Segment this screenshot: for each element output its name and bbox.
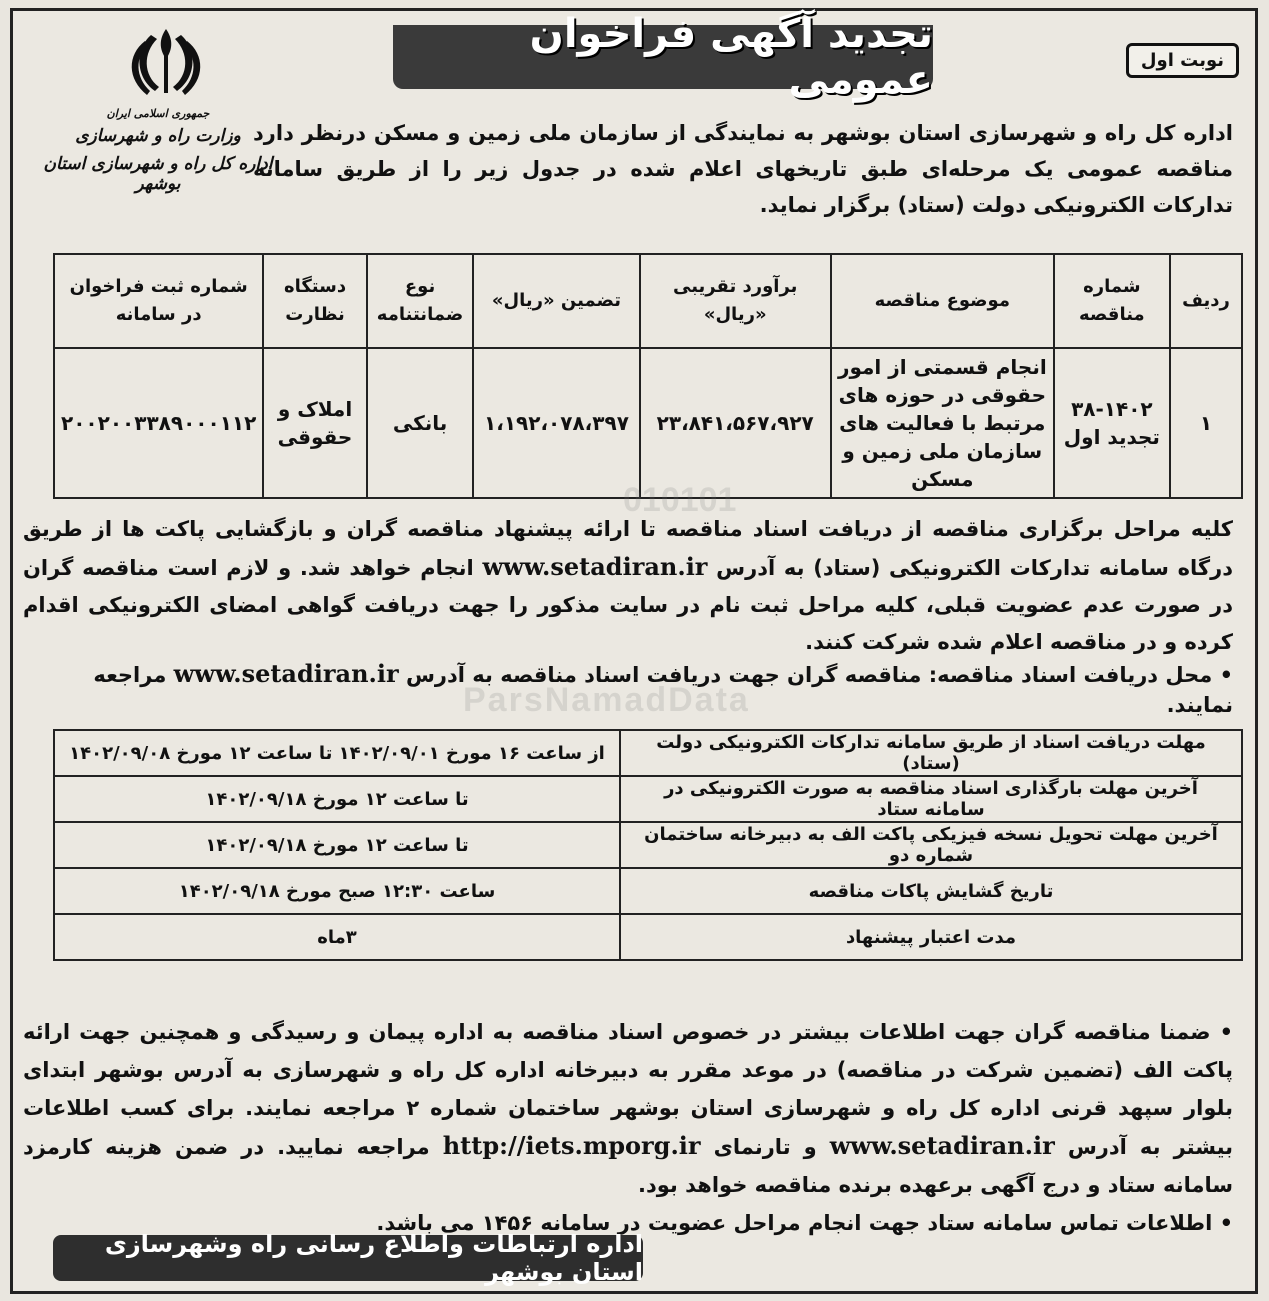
cell-tender-number: ۳۸-۱۴۰۲ تجدید اول (1054, 348, 1170, 498)
contact-text-mid: و تارنمای (713, 1135, 817, 1159)
table-row (54, 776, 1242, 822)
schedule-value: تا ساعت ۱۲ مورخ ۱۴۰۲/۰۹/۱۸ (54, 776, 620, 822)
cell-supervisor: املاک و حقوقی (263, 348, 366, 498)
schedule-label: آخرین مهلت بارگذاری اسناد مناقصه به صورت الکترونیکی در سامانه ستاد (620, 776, 1242, 822)
org-line-ministry: وزارت راه و شهرسازی (75, 126, 241, 146)
col-guarantee-type: نوع ضمانتنامه (367, 254, 474, 348)
table-row (54, 348, 1242, 498)
schedule-label: مهلت دریافت اسناد از طریق سامانه تدارکات الکترونیکی دولت (ستاد) (620, 730, 1242, 776)
org-line-country: جمهوری اسلامی ایران (106, 107, 210, 120)
publisher-name: اداره ارتباطات واطلاع رسانی راه وشهرسازی استان بوشهر (104, 1230, 643, 1286)
schedule-value: ساعت ۱۲:۳۰ صبح مورخ ۱۴۰۲/۰۹/۱۸ (54, 868, 620, 914)
iran-emblem-icon (121, 25, 211, 101)
contact-paragraph (23, 1013, 1233, 1242)
table-row (54, 822, 1242, 868)
organization-logo-text (43, 107, 273, 194)
cell-row-number: ۱ (1170, 348, 1242, 498)
round-badge: نوبت اول (1126, 43, 1239, 78)
schedule-label: آخرین مهلت تحویل نسخه فیزیکی پاکت الف به دبیرخانه ساختمان شماره دو (620, 822, 1242, 868)
cell-guarantee-type: بانکی (367, 348, 474, 498)
setad-link[interactable]: www.setadiran.ir (482, 552, 708, 581)
publisher-banner (53, 1230, 643, 1286)
iets-link[interactable]: http://iets.mporg.ir (442, 1131, 701, 1160)
notice-title: تجدید آگهی فراخوان عمومی (529, 11, 933, 103)
setad-link-2[interactable]: www.setadiran.ir (173, 659, 399, 688)
setad-link-3[interactable]: www.setadiran.ir (829, 1131, 1055, 1160)
support-phone-bullet: • اطلاعات تماس سامانه ستاد جهت انجام مراحل عضویت در سامانه ۱۴۵۶ می باشد. (376, 1211, 1233, 1235)
contact-text-b: مراجعه نمایید. در ضمن هزینه کارمزد سامانه ستاد و درج آگهی برعهده برنده مناقصه خواهد بود. (23, 1135, 1233, 1197)
org-line-directorate: اداره کل راه و شهرسازی استان بوشهر (43, 154, 273, 194)
notice-title-banner (393, 11, 933, 103)
col-guarantee: تضمین «ریال» (473, 254, 639, 348)
documents-location-text-b: مراجعه نمایند. (93, 663, 1233, 717)
cell-guarantee: ۱،۱۹۲،۰۷۸،۳۹۷ (473, 348, 639, 498)
documents-location-bullet (23, 659, 1233, 720)
watermark-number: 010101 (623, 481, 737, 519)
col-row-number: ردیف (1170, 254, 1242, 348)
intro-paragraph: اداره کل راه و شهرسازی استان بوشهر به نمایندگی از سازمان ملی زمین و مسکن درنظر دارد مناقصه عمومی یک مرحله‌ای طبق تاریخهای اعلام شده در جدول زیر را از طریق سامانه تدارکات الکترونیکی دولت (ستاد) برگزار نماید. (253, 121, 1233, 217)
schedule-value: تا ساعت ۱۲ مورخ ۱۴۰۲/۰۹/۱۸ (54, 822, 620, 868)
cell-estimate: ۲۳،۸۴۱،۵۶۷،۹۲۷ (640, 348, 831, 498)
documents-location-text-a: • محل دریافت اسناد مناقصه: مناقصه گران جهت دریافت اسناد مناقصه به آدرس (405, 663, 1233, 687)
contact-text-a: • ضمنا مناقصه گران جهت اطلاعات بیشتر در خصوص اسناد مناقصه به اداره پیمان و رسیدگی و همچنین جهت ارائه پاکت الف (تضمین شرکت در مناقصه) در موعد مقرر به دبیرخانه اداره کل راه و شهرسازی به آدرس بوشهر ابتدای بلوار سپهد قرنی اداره کل راه و شهرسازی استان بوشهر ساختمان شماره ۲ مراجعه نمایند. برای کسب اطلاعات بیشتر به آدرس (23, 1020, 1234, 1159)
schedule-value: ۳ماه (54, 914, 620, 960)
schedule-value: از ساعت ۱۶ مورخ ۱۴۰۲/۰۹/۰۱ تا ساعت ۱۲ مورخ ۱۴۰۲/۰۹/۰۸ (54, 730, 620, 776)
procedure-text-a: کلیه مراحل برگزاری مناقصه از دریافت اسناد مناقصه تا ارائه پیشنهاد مناقصه گران و بازگشایی پاکت ها از طریق درگاه سامانه تدارکات الکترونیکی (ستاد) به آدرس (23, 517, 1234, 580)
tender-table (53, 253, 1243, 499)
table-row (54, 914, 1242, 960)
notice-page (10, 8, 1258, 1294)
schedule-label: مدت اعتبار پیشنهاد (620, 914, 1242, 960)
schedule-table (53, 729, 1243, 961)
table-row (54, 868, 1242, 914)
schedule-label: تاریخ گشایش پاکات مناقصه (620, 868, 1242, 914)
cell-registration-number: ۲۰۰۲۰۰۳۳۸۹۰۰۰۱۱۲ (54, 348, 263, 498)
table-row (54, 730, 1242, 776)
cell-subject: انجام قسمتی از امور حقوقی در حوزه های مرتبط با فعالیت های سازمان ملی زمین و مسکن (831, 348, 1054, 498)
procedure-text-b: انجام خواهد شد. و لازم است مناقصه گران در صورت عدم عضویت قبلی، کلیه مراحل ثبت نام در سایت مذکور را جهت دریافت گواهی امضای الکترونیکی اقدام کرده و در مناقصه اعلام شده شرکت کنند. (23, 556, 1233, 654)
tender-table-header-row (54, 254, 1242, 348)
col-estimate: برآورد تقریبی «ریال» (640, 254, 831, 348)
watermark-text: ParsNamadData (463, 681, 750, 719)
col-registration-number: شماره ثبت فراخوان در سامانه (54, 254, 263, 348)
col-subject: موضوع مناقصه (831, 254, 1054, 348)
col-supervisor: دستگاه نظارت (263, 254, 366, 348)
procedure-paragraph (23, 511, 1233, 661)
col-tender-number: شماره مناقصه (1054, 254, 1170, 348)
